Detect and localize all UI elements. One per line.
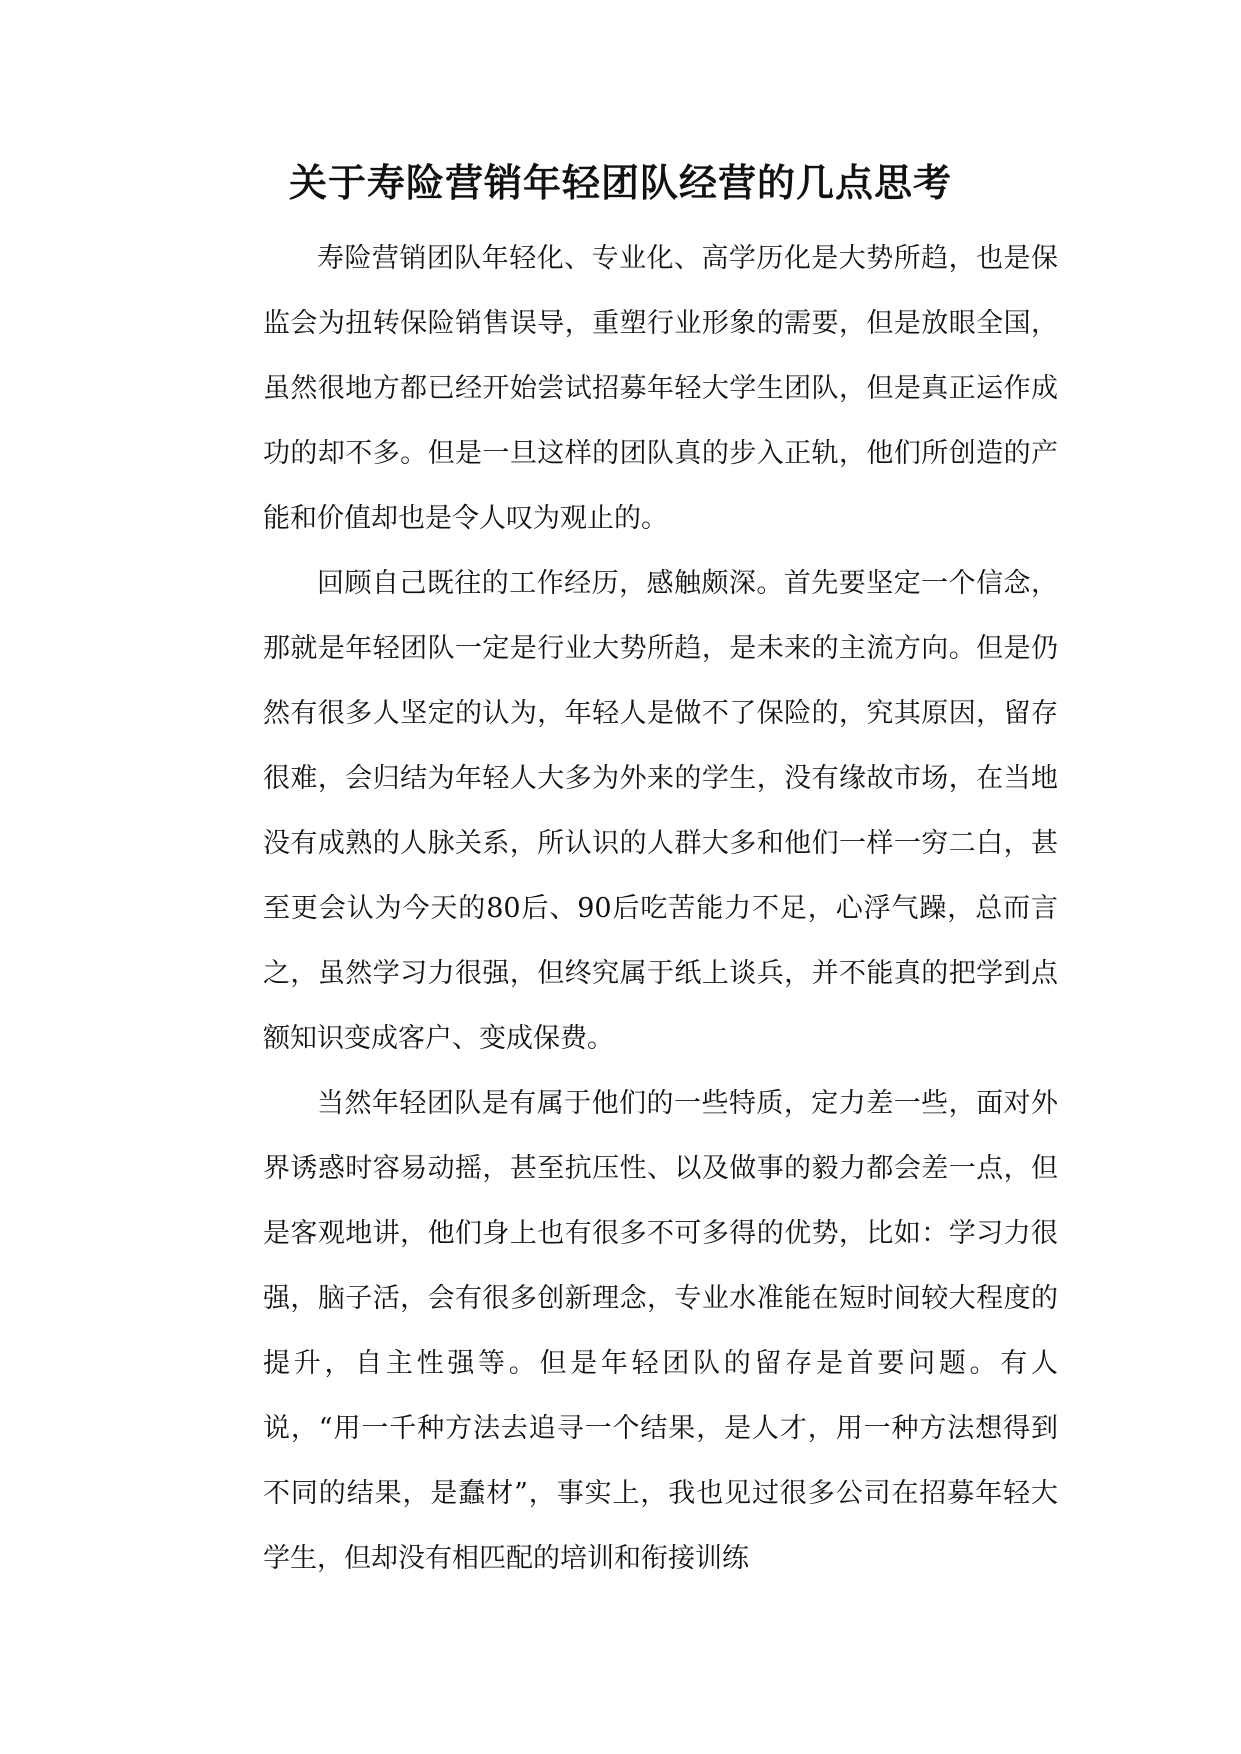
document-title: 关于寿险营销年轻团队经营的几点思考	[288, 160, 952, 205]
paragraph-3: 当然年轻团队是有属于他们的一些特质，定力差一些，面对外界诱惑时容易动摇，甚至抗压性、以及做事的毅力都会差一点，但是客观地讲，他们身上也有很多不可多得的优势，比如：学习力很强，脑子活，会有很多创新理念，专业水准能在短时间较大程度的提升，自主性强等。但是年轻团队的留存是首要问题。有人说，“用一千种方法去追寻一个结果，是人才，用一种方法想得到不同的结果，是蠢材”，事实上，我也见过很多公司在招募年轻大学生，但却没有相匹配的培训和衔接训练	[263, 1088, 1058, 1574]
paragraph-1: 寿险营销团队年轻化、专业化、高学历化是大势所趋，也是保监会为扭转保险销售误导，重塑行业形象的需要，但是放眼全国，虽然很地方都已经开始尝试招募年轻大学生团队，但是真正运作成功的却不多。但是一旦这样的团队真的步入正轨，他们所创造的产能和价值却也是令人叹为观止的。	[263, 243, 1058, 534]
document-body	[263, 226, 1058, 1591]
paragraph-2: 回顾自己既往的工作经历，感触颇深。首先要坚定一个信念，那就是年轻团队一定是行业大势所趋，是未来的主流方向。但是仍然有很多人坚定的认为，年轻人是做不了保险的，究其原因，留存很难，会归结为年轻人大多为外来的学生，没有缘故市场，在当地没有成熟的人脉关系，所认识的人群大多和他们一样一穷二白，甚至更会认为今天的80后、90后吃苦能力不足，心浮气躁，总而言之，虽然学习力很强，但终究属于纸上谈兵，并不能真的把学到点额知识变成客户、变成保费。	[263, 568, 1058, 1054]
